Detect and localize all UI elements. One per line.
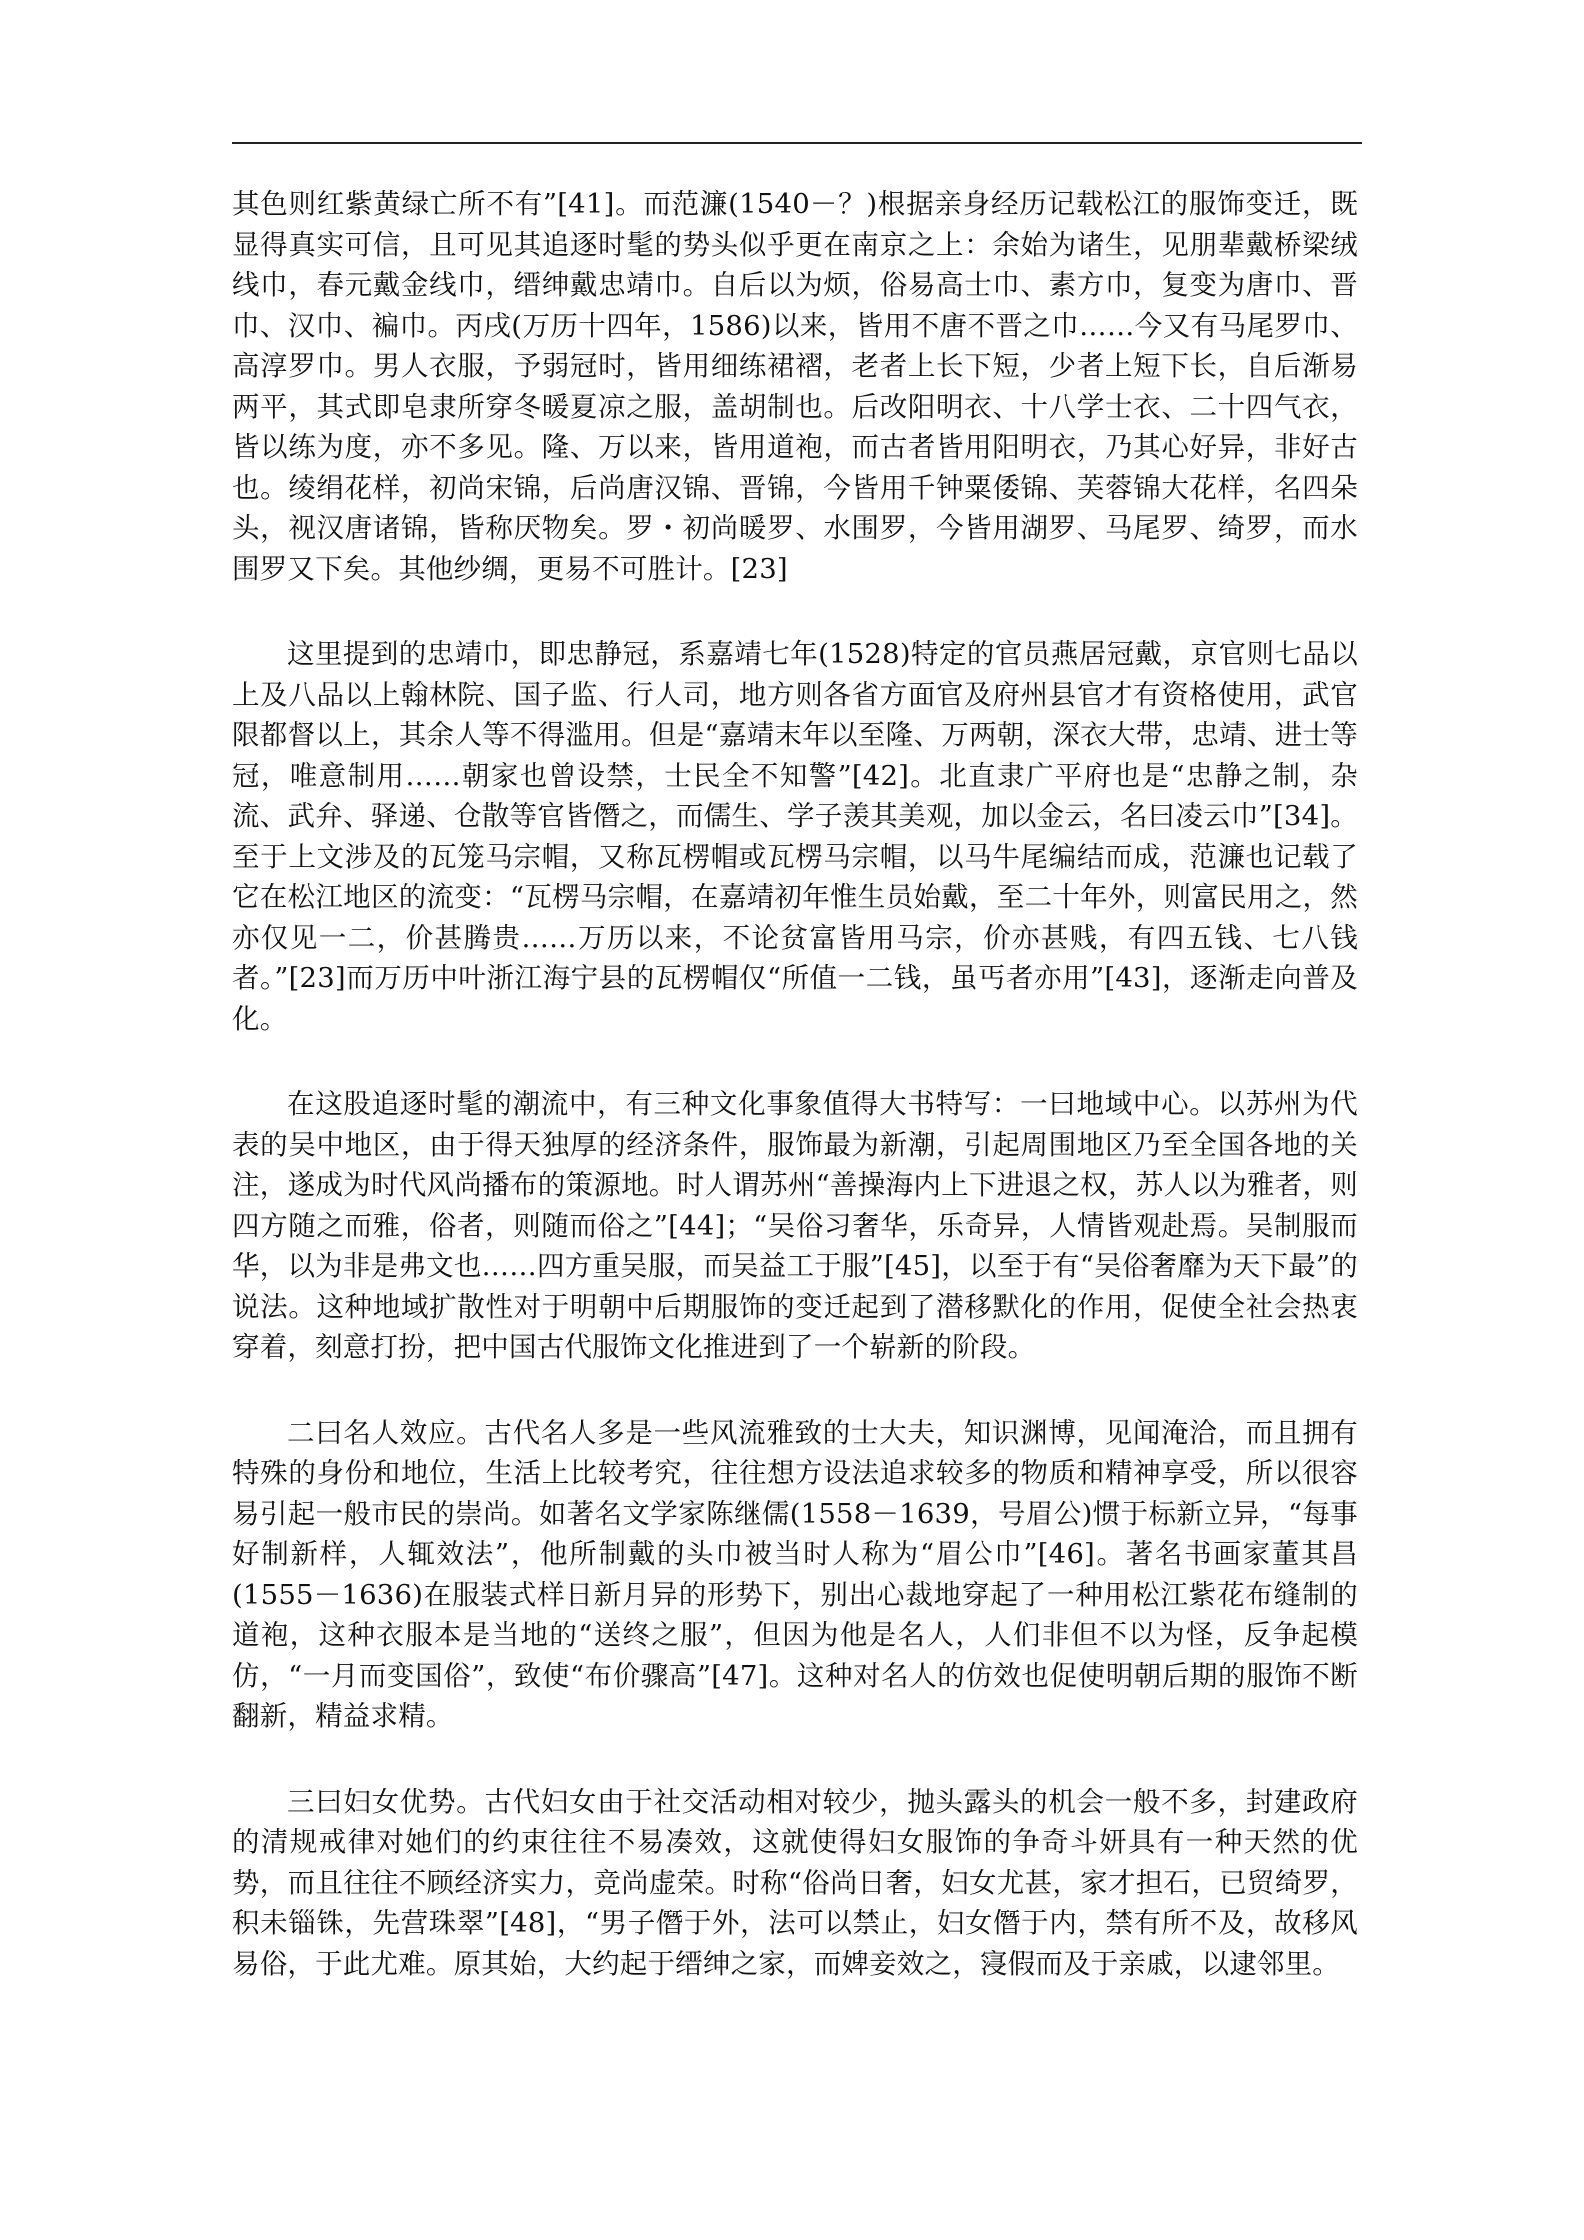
paragraph-1: 其色则红紫黄绿亡所不有”[41]。而范濂(1540－？)根据亲身经历记载松江的服饰变迁，既显得真实可信，且可见其追逐时髦的势头似乎更在南京之上：余始为诸生，见朋辈戴桥梁绒线巾，春元戴金线巾，缙绅戴忠靖巾。自后以为烦，俗易高士巾、素方巾，复变为唐巾、晋巾、汉巾、褊巾。丙戌(万历十四年，1586)以来，皆用不唐不晋之巾……今又有马尾罗巾、高淳罗巾。男人衣服，予弱冠时，皆用细练裙褶，老者上长下短，少者上短下长，自后渐易两平，其式即皂隶所穿冬暖夏凉之服，盖胡制也。后改阳明衣、十八学士衣、二十四气衣，皆以练为度，亦不多见。隆、万以来，皆用道袍，而古者皆用阳明衣，乃其心好异，非好古也。绫绢花样，初尚宋锦，后尚唐汉锦、晋锦，今皆用千钟粟倭锦、芙蓉锦大花样，名四朵头，视汉唐诸锦，皆称厌物矣。罗・初尚暖罗、水围罗，今皆用湖罗、马尾罗、绮罗，而水围罗又下矣。其他纱绸，更易不可胜计。[23]: [232, 188, 1358, 585]
paragraph-gap: [232, 1368, 1358, 1413]
paragraph-5: 三曰妇女优势。古代妇女由于社交活动相对较少，抛头露头的机会一般不多，封建政府的清规戒律对她们的约束往往不易凑效，这就使得妇女服饰的争奇斗妍具有一种天然的优势，而且往往不顾经济实力，竞尚虚荣。时称“俗尚日奢，妇女尤甚，家才担石，已贸绮罗，积未锱铢，先营珠翠”[48]，“男子僭于外，法可以禁止，妇女僭于内，禁有所不及，故移风易俗，于此尤难。原其始，大约起于缙绅之家，而婢妾效之，寖假而及于亲戚，以逮邻里。: [232, 1785, 1358, 1980]
paragraph-gap: [232, 1737, 1358, 1782]
paragraph-gap: [232, 1039, 1358, 1084]
paragraph-4: 二曰名人效应。古代名人多是一些风流雅致的士大夫，知识渊博，见闻淹洽，而且拥有特殊的身份和地位，生活上比较考究，往往想方设法追求较多的物质和精神享受，所以很容易引起一般市民的崇尚。如著名文学家陈继儒(1558－1639，号眉公)惯于标新立异，“每事好制新样，人辄效法”，他所制戴的头巾被当时人称为“眉公巾”[46]。著名书画家董其昌(1555－1636)在服装式样日新月异的形势下，别出心裁地穿起了一种用松江紫花布缝制的道袍，这种衣服本是当地的“送终之服”，但因为他是名人，人们非但不以为怪，反争起模仿，“一月而变国俗”，致使“布价骤高”[47]。这种对名人的仿效也促使明朝后期的服饰不断翻新，精益求精。: [232, 1416, 1358, 1732]
paragraph-gap: [232, 589, 1358, 634]
paragraph-3: 在这股追逐时髦的潮流中，有三种文化事象值得大书特写：一曰地域中心。以苏州为代表的吴中地区，由于得天独厚的经济条件，服饰最为新潮，引起周围地区乃至全国各地的关注，遂成为时代风尚播布的策源地。时人谓苏州“善操海内上下进退之权，苏人以为雅者，则四方随之而雅，俗者，则随而俗之”[44]；“吴俗习奢华，乐奇异，人情皆观赴焉。吴制服而华，以为非是弗文也……四方重吴服，而吴益工于服”[45]，以至于有“吴俗奢靡为天下最”的说法。这种地域扩散性对于明朝中后期服饰的变迁起到了潜移默化的作用，促使全社会热衷穿着，刻意打扮，把中国古代服饰文化推进到了一个崭新的阶段。: [232, 1088, 1358, 1363]
header-rule: [232, 142, 1362, 144]
paragraph-2: 这里提到的忠靖巾，即忠静冠，系嘉靖七年(1528)特定的官员燕居冠戴，京官则七品以上及八品以上翰林院、国子监、行人司，地方则各省方面官及府州县官才有资格使用，武官限都督以上，其余人等不得滥用。但是“嘉靖末年以至隆、万两朝，深衣大带，忠靖、进士等冠，唯意制用……朝家也曾设禁，士民全不知警”[42]。北直隶广平府也是“忠静之制，杂流、武弁、驿递、仓散等官皆僭之，而儒生、学子羡其美观，加以金云，名曰凌云巾”[34]。至于上文涉及的瓦笼马宗帽，又称瓦楞帽或瓦楞马宗帽，以马牛尾编结而成，范濂也记载了它在松江地区的流变：“瓦楞马宗帽，在嘉靖初年惟生员始戴，至二十年外，则富民用之，然亦仅见一二，价甚腾贵……万历以来，不论贫富皆用马宗，价亦甚贱，有四五钱、七八钱者。”[23]而万历中叶浙江海宁县的瓦楞帽仅“所值一二钱，虽丐者亦用”[43]，逐渐走向普及化。: [232, 638, 1358, 1035]
body-text: [232, 184, 1358, 1984]
document-page: [232, 0, 1362, 2240]
